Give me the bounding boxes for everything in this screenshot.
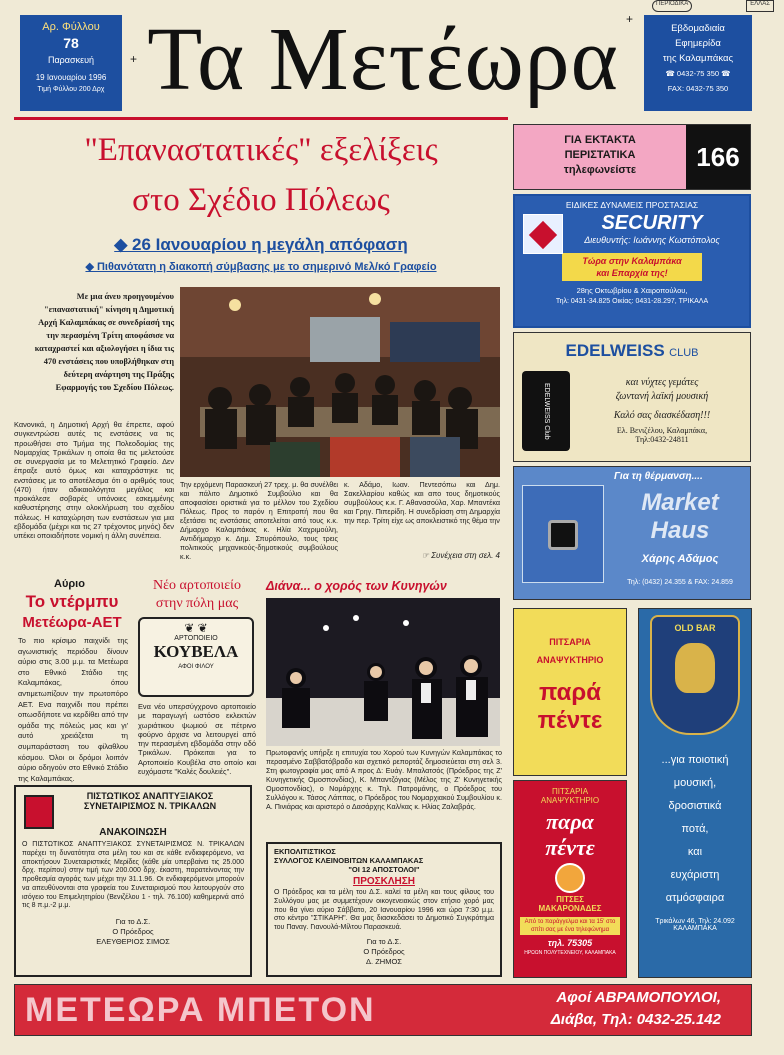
bakery-logo-1: ΑΡΤΟΠΟΙΕΙΟ xyxy=(174,635,218,642)
para-1-line-2: ΑΝΑΨΥΚΤΗΡΙΟ xyxy=(536,655,604,665)
coop-sign-2: Ο Πρόεδρος xyxy=(112,927,154,936)
club-title-1: ΕΚΠΟΛΙΤΙΣΤΙΚΟΣ xyxy=(274,847,336,856)
club-sign-3: Δ. ΖΗΜΟΣ xyxy=(366,956,402,966)
para-2-line-3: παρα xyxy=(546,809,594,834)
info-box xyxy=(644,15,752,111)
coop-sign-3: ΕΛΕΥΘΕΡΙΟΣ ΣΙΜΟΣ xyxy=(96,937,170,946)
caption-left: Την ερχόμενη Παρασκευή 27 τρεχ. μ. θα συνέλθει και πάλιτο Δημοτικό Συμβούλιο και θα αποφασίσει οριστικά για το μέλλον του Σχεδίου Πόλεως. Προς το παρόν η Επιτροπή που θα εξετάσει τις ενστάσεις αποτελείται από τους κ.κ. Δήμαρχο Καλαμπάκας κ. Ηλία Χαχριμούλη, Αντιδήμαρχο κ. Δημ. Σπυρόπουλο, τους τρεις πολιτικούς μηχανικούς-δημοτικούς συμβούλους κ.κ. xyxy=(180,480,338,561)
coop-title-1: ΠΙΣΤΩΤΙΚΟΣ ΑΝΑΠΤΥΞΙΑΚΟΣ xyxy=(86,791,214,801)
bakery-logo xyxy=(138,617,254,697)
lead-intro: Με μια άνευ προηγουμένου "επαναστατική" κίνηση η Δημοτική Αρχή Καλαμπάκας σε συνεδρίασή της την περασμένη Τρίτη αποφάσισε να καταχραστεί και αξιολογήσει η ίδια τις 470 ενστάσεις που υποβλήθηκαν στη δεύτερη ανάρτηση της Πράξης Εφαρμογής του Σχεδίου Πόλεως. xyxy=(34,292,174,392)
security-top: ΕΙΔΙΚΕΣ ΔΥΝΑΜΕΙΣ ΠΡΟΣΤΑΣΙΑΣ xyxy=(565,200,699,210)
bottom-banner-line-1: Αφοί ΑΒΡΑΜΟΠΟΥΛΟΙ, xyxy=(556,989,721,1006)
hunters-photo-art xyxy=(266,598,500,746)
para-2-line-5: ΠΙΤΣΕΣ xyxy=(556,895,584,904)
security-box-1: Τώρα στην Καλαμπάκα xyxy=(582,256,682,266)
security-director: Διευθυντής: Ιωάννης Κωστόπολος xyxy=(584,235,720,245)
coop-sign-1: Για το Δ.Σ. xyxy=(115,917,151,926)
bakery-logo-3: ΑΦΟΙ ΦΙΛΟΥ xyxy=(178,664,214,670)
derby-title-2: Μετέωρα-ΑΕΤ xyxy=(22,614,122,631)
coop-body: Ο ΠΙΣΤΩΤΙΚΟΣ ΑΝΑΠΤΥΞΙΑΚΟΣ ΣΥΝΕΤΑΙΡΙΣΜΟΣ Ν. ΤΡΙΚΑΛΩΝ παρέχει τη δυνατότητα στα μέλη του και σε κάθε ενδιαφερόμενο, να αποκτήσουν Συνεταιριστικές Μερίδες (κάθε μία υπερβαίνει τις 25.000 δρχ. περίπου) στην τιμή των 200.000 δρχ. έκαστη, παρατείνοντας την προθεσμία αγοράς των μέχρι την 31.1.96. Οι ενδιαφερόμενοι μπορούν να απευθύνονται στα γραφεία του Συνεταιρισμού που λειτουργούν στο ισόγειο του Επιμελητηρίου (Βενιζέλου 1 - τηλ. 76.100) καθημερινά από τις 8 π.μ.-2 μ.μ. xyxy=(22,841,244,910)
bakery-title-2: στην πόλη μας xyxy=(155,596,239,611)
lion-icon xyxy=(675,643,715,693)
para-2-line-8: τηλ. 75305 xyxy=(547,938,593,948)
urgent-line-2: ΠΕΡΙΣΤΑΤΙΚΑ xyxy=(564,149,636,161)
security-ad xyxy=(513,194,751,328)
para-2-line-6: ΜΑΚΑΡΟΝΑΔΕΣ xyxy=(538,904,602,913)
edelweiss-ad xyxy=(513,332,751,462)
coop-heading: ΑΝΑΚΟΙΝΩΣΗ xyxy=(99,827,167,838)
market-name-1: Market xyxy=(641,489,719,516)
oldbar-ad xyxy=(638,608,752,978)
para-1-line-1: ΠΙΤΣΑΡΙΑ xyxy=(549,637,591,647)
club-title-3: "ΟΙ 12 ΑΠΟΣΤΟΛΟΙ" xyxy=(348,865,420,874)
bottom-banner xyxy=(14,984,752,1036)
continued-link[interactable]: ☞ Συνέχεια στη σελ. 4 xyxy=(421,551,500,560)
issue-weekday: Παρασκευή xyxy=(47,55,95,65)
lead-subhead-1: ◆ 26 Ιανουαρίου η μεγάλη απόφαση xyxy=(114,235,408,254)
market-phone: Τηλ: (0432) 24.355 & FAX: 24.859 xyxy=(627,579,733,586)
info-line-4: ☎ 0432-75 350 ☎ xyxy=(665,69,731,78)
para-1-line-3: παρά xyxy=(538,679,602,706)
market-ad xyxy=(513,466,751,600)
edelweiss-address: Ελ. Βενιζέλου, Καλαμπάκα, xyxy=(616,426,708,435)
club-heading: ΠΡΟΣΚΛΗΣΗ xyxy=(352,876,415,887)
edelweiss-line-1: και νύχτες γεμάτες xyxy=(625,377,699,388)
masthead-rule xyxy=(14,117,508,120)
derby-body: Το πιο κρίσιμο παιχνίδι της αγωνιστικής περιόδου δίνουν αύριο στις 3.00 μ.μ. τα Μετέωρα στο Εθνικό Στάδιο της Καλαμπάκας, όπου αντιμετωπίζουν την πρωτοπόρο ΑΕΤ. Ενα παιχνίδι που πρέπει οπωσδήποτε να κερδίθει από την ομάδα της πόλεώς μας και γι' αυτό χρειάζεται τη συμπαράσταση του φίλαθλου κόσμου. Όλοι οι δρόμοι λοιπόν αύριο οδηγούν στο Εθνικό Στάδιο της Καλαμπάκας. xyxy=(18,636,128,783)
oldbar-line-5: και xyxy=(687,846,703,858)
issue-price: Τιμή Φύλλου 200 Δρχ xyxy=(37,86,105,93)
info-line-5: FAX: 0432-75 350 xyxy=(667,84,729,93)
derby-title-1: Το ντέρμπυ xyxy=(25,592,119,611)
stamp xyxy=(648,0,778,12)
security-phone: Τηλ: 0431-34.825 Οικίας: 0431-28.297, ΤΡΙΚΑΛΑ xyxy=(555,298,709,305)
oldbar-line-2: μουσική, xyxy=(673,777,717,789)
edelweiss-line-2: ζωντανή λαϊκή μουσική xyxy=(615,391,709,402)
stamp-text: ΠΕΡΙΟΔΙΚΑ xyxy=(652,0,692,12)
caption-right: κ. Αδάμο, Ιωαν. Πεντεσόπω και Δημ. Σακελλαρίου καθώς και απο τους δημοτικούς συμβούλους κ.κ. Γ. Αθανασούλα, Χαρ. Μπαντέκα και Γρηγ. Πιπερίδη. Η συνεδρίαση στη Δημαρχία την περ. Τρίτη είχε ως αποκλειστικό της θέμα την xyxy=(344,480,500,525)
para-2-line-2: ΑΝΑΨΥΚΤΗΡΙΟ xyxy=(540,796,600,805)
bakery-title-1: Νέο αρτοποιείο xyxy=(153,578,241,593)
stove-image xyxy=(522,485,604,583)
info-line-2: Εφημερίδα xyxy=(675,38,721,49)
bottom-banner-line-2: Διάβα, Τηλ: 0432-25.142 xyxy=(550,1011,721,1028)
pizza-icon xyxy=(555,863,585,893)
oldbar-line-3: δροσιστικά xyxy=(668,800,722,812)
lead-subhead-2: ◆ Πιθανότατη η διακοπή σύμβασης με το σημερινό Μελ/κό Γραφείο xyxy=(85,261,437,273)
oldbar-address: Τρικάλων 46, Τηλ: 24.092 xyxy=(655,918,735,925)
club-body: Ο Πρόεδρος και τα μέλη του Δ.Σ. καλεί τα μέλη και τους φίλους του Συλλόγου μας με συμμετέχουν οικογενειακώς στον ετήσιο χορό μας που θα γίνει αύριο Σάββατο, 20 Ιανουαρίου 1996 και ώρα 7:30 μ.μ. στο κέντρο "ΣΤΙΚΑΡΗ". Θα μας διασκεδάσει το Δημοτικό Συγκρότημα του Παναγ. Γιανουλά-Μίλτου Παρασκευά. xyxy=(274,889,494,931)
edelweiss-logo: EDELWEISS Club xyxy=(522,371,570,451)
crosshair-icon-right: + xyxy=(626,12,634,26)
club-invitation xyxy=(266,842,502,977)
oldbar-line-1: ...για ποιοτική xyxy=(661,754,729,766)
market-owner: Χάρης Αδάμος xyxy=(641,553,719,565)
bottom-banner-name: ΜΕΤΕΩΡΑ ΜΠΕΤΟΝ xyxy=(25,991,376,1029)
club-sign-2: Ο Πρόεδρος xyxy=(363,946,405,956)
oldbar-line-4: ποτά, xyxy=(681,823,709,835)
market-top: Για τη θέρμανση.... xyxy=(614,471,703,482)
oldbar-line-6: ευχάριστη xyxy=(670,869,720,881)
para-2-line-9: ΗΡΩΩΝ ΠΟΛΥΤΕΧΝΕΙΟΥ, ΚΑΛΑΜΠΑΚΑ xyxy=(524,950,616,956)
para-ad-1 xyxy=(513,608,627,776)
coop-logo xyxy=(24,795,54,829)
crosshair-icon: + xyxy=(130,52,138,66)
urgent-ad xyxy=(513,124,751,190)
security-name: SECURITY xyxy=(601,212,703,234)
issue-date: 19 Ιανουαρίου 1996 xyxy=(35,73,107,82)
security-address: 28ης Οκτωβρίου & Χαιροπούλου, xyxy=(576,286,688,295)
newspaper-title: Τα Μετέωρα xyxy=(147,10,619,109)
para-ad-2 xyxy=(513,780,627,978)
lead-body: Κανονικά, η Δημοτική Αρχή θα έπρεπε, αφού συγκεντρώσει αυτές τις ενστάσεις να τις προωθήσει στο Τμήμα της Πολεοδομίας της Νομαρχίας Τρικάλων η οποία θα τις μελετούσε σε συνεργασία με το Μελετητικό Γραφείο. Δεν έπραξε αυτό όμως και καταχράστηκε τις ενστάσεις με το αποτέλεσμα ότι ο αριθμός τους (470) ήταν αδικαιολόγητα μεγάλος και προκάλεσε σοβαρές υπόνοιες εσκεμμένης καθυστέρησης στην ολοκλήρωση του σχεδίου πόλεως. Η καταχώρηση των ενστάσεων για μια εβδομάδα (μέχρι και τις 27 τρέχοντος μηνός) δεν υπέκει οποιαδήποτε νομική η άλλη συνέπεια. xyxy=(14,420,174,540)
urgent-number: 166 xyxy=(686,125,750,189)
wheat-icon: ❦ ❦ xyxy=(184,621,208,635)
edelweiss-tel: Τηλ:0432-24811 xyxy=(635,435,689,444)
market-name-2: Haus xyxy=(650,517,710,544)
hunters-caption: Πρωτοφανής υπήρξε η επιτυχία του Χορού των Κυνηγών Καλαμπάκας το περασμένο Σαββατόβραδο και σχετικό ρεπορτάζ δημοσιεύεται στη σελ 3. Στη φωτογραφία μας από Α προς Δ: Ευάγ. Μπαλατσός (Πρόεδρος της Ζ' Κυνηγετικής Ομοσπονδίας), Κ. Μπαντζόγιας (Μέλος της Ζ' Κυνηγετικής Ομοσπονδίας), ο Νομάρχης κ. Τηλ. Πατρομάνης, ο Πρόεδρος του Συλλόγου κ. Τάσος Λάππας, ο Πρόεδρος του Νομαρχιακού Συμβουλίου κ. Α. Πινιάρας και αριστερό ο Δασάρχης Καλ/κας κ. Ηλίας Ζαλαβράς. xyxy=(266,748,502,811)
hunters-title: Διάνα... ο χορός των Κυνηγών xyxy=(266,579,447,593)
oldbar-logo xyxy=(650,615,740,735)
lead-headline-2: στο Σχέδιο Πόλεως xyxy=(132,182,390,218)
para-2-line-7: Από το παράγγελμα και τα 15' στο σπίτι σας με ένα τηλεφώνημα xyxy=(520,917,620,935)
info-line-1: Εβδομαδιαία xyxy=(671,23,725,34)
info-line-3: της Καλαμπάκας xyxy=(662,53,734,64)
edelweiss-line-3: Καλό σας διασκέδαση!!! xyxy=(613,410,711,421)
oldbar-name: OLD BAR xyxy=(674,623,716,633)
stamp-text-2: ΕΛΛΑΣ xyxy=(746,0,774,12)
hunters-photo xyxy=(266,598,500,746)
oldbar-town: ΚΑΛΑΜΠΑΚΑ xyxy=(673,925,717,932)
club-title-2: ΣΥΛΛΟΓΟΣ ΚΛΕΙΝΟΒΙΤΩΝ ΚΑΛΑΜΠΑΚΑΣ xyxy=(274,856,424,865)
issue-box xyxy=(20,15,122,111)
urgent-line-3: τηλεφωνείστε xyxy=(563,164,637,176)
edelweiss-club: CLUB xyxy=(669,347,699,359)
para-2-line-4: πέντε xyxy=(545,835,595,860)
edelweiss-name: EDELWEISS xyxy=(565,341,665,360)
oldbar-line-7: ατμόσφαιρα xyxy=(665,892,725,904)
club-sign-1: Για το Δ.Σ. xyxy=(366,936,402,946)
para-1-line-4: πέντε xyxy=(537,707,603,734)
urgent-line-1: ΓΙΑ ΕΚΤΑΚΤΑ xyxy=(564,134,636,146)
council-photo-art xyxy=(180,287,500,477)
para-2-line-1: ΠΙΤΣΑΡΙΑ xyxy=(551,787,589,796)
bakery-body: Ενα νέο υπερσύγχρονο αρτοποιείο με παραγωγή ωστόσο εκλεκτών χωριάτικου ψωμιού σε πέτρινο φούρνο άρχισε να λειτουργεί από την περασμένη εβδομάδα στην οδό Τρικάλων. Πρόκειται για το Αρτοποιείο Κουβέλα στο οποίο και ευχόμαστε "Καλές δουλειές". xyxy=(138,702,256,776)
security-box-2: και Επαρχία της! xyxy=(596,268,668,278)
council-photo xyxy=(180,287,500,477)
lead-headline-1: "Επαναστατικές" εξελίξεις xyxy=(84,132,438,168)
coop-notice xyxy=(14,785,252,977)
coop-title-2: ΣΥΝΕΤΑΙΡΙΣΜΟΣ Ν. ΤΡΙΚΑΛΩΝ xyxy=(83,801,217,811)
issue-label: Αρ. Φύλλου xyxy=(42,21,100,33)
derby-kicker: Αύριο xyxy=(54,578,85,590)
bakery-logo-2: ΚΟΥΒΕΛΑ xyxy=(153,642,239,661)
shield-icon xyxy=(523,214,563,254)
issue-number: 78 xyxy=(63,35,79,51)
